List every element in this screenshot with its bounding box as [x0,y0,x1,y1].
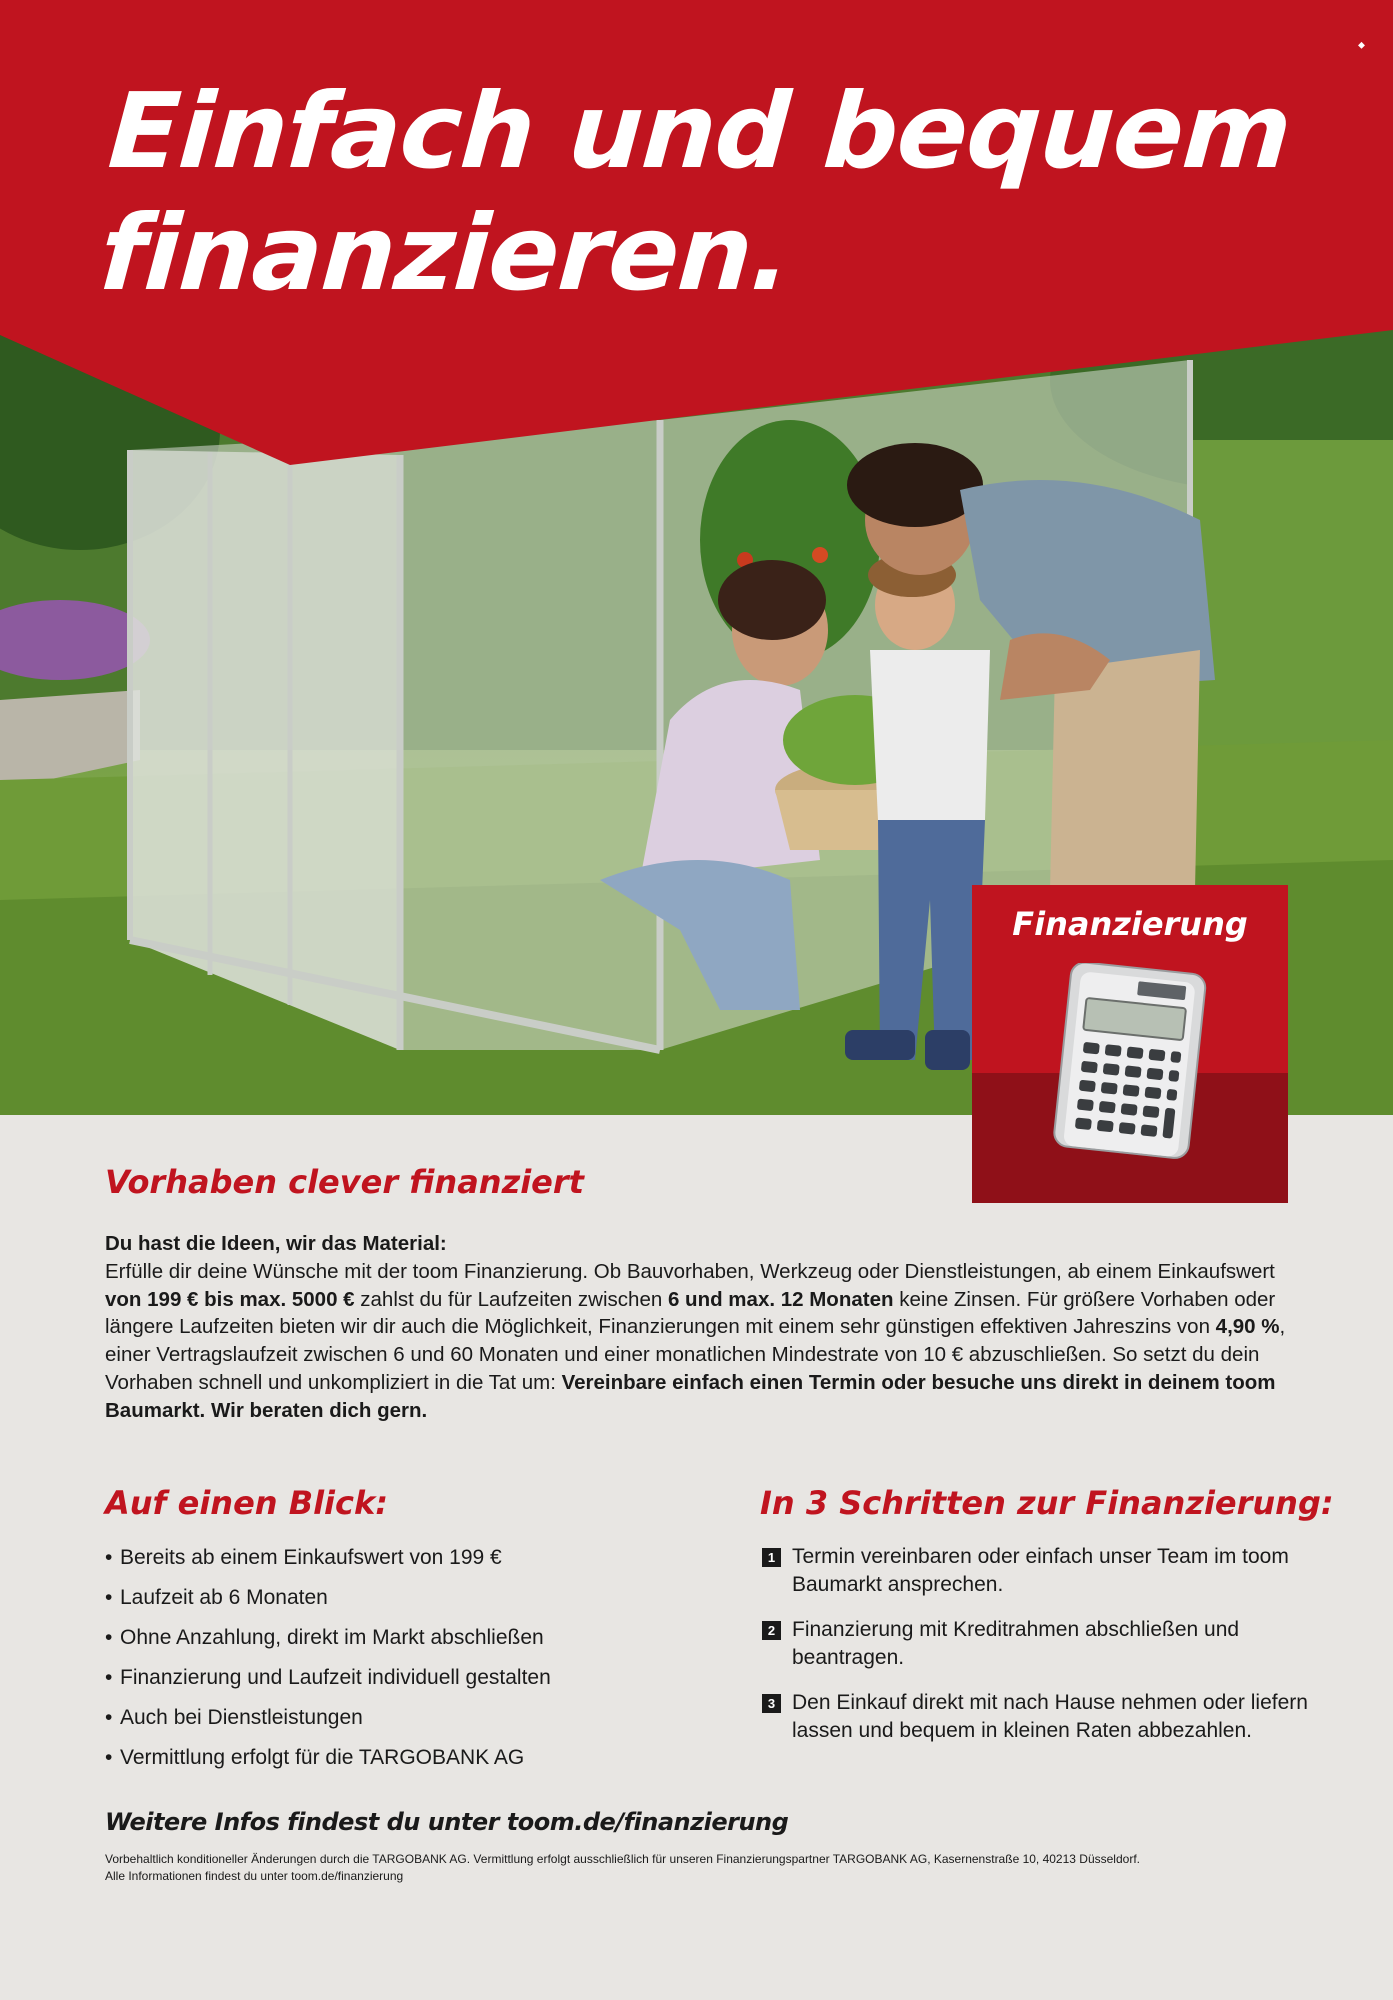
fine-print-line-1: Vorbehaltlich konditioneller Änderungen durch die TARGOBANK AG. Vermittlung erfolgt ausschließlich für unseren Finanzierungspartner TARGOBANK AG, Kasernenstraße 10, 40213 Düsseldorf. [105,1852,1140,1866]
calculator-icon [1052,963,1212,1163]
intro-highlight-amount: von 199 € bis max. 5000 € [105,1287,355,1311]
intro-text-2: zahlst du für Laufzeiten zwischen [354,1287,668,1311]
step-item [762,1543,1322,1599]
step-item [762,1616,1322,1672]
badge-title: Finanzierung [1012,905,1248,943]
fine-print [105,1851,1305,1885]
overview-title: Auf einen Blick: [105,1484,389,1522]
list-item: • Bereits ab einem Einkaufswert von 199 € [105,1546,502,1569]
list-item: • Finanzierung und Laufzeit individuell gestalten [105,1666,551,1689]
step-number-badge: 3 [762,1694,781,1713]
intro-lead: Du hast die Ideen, wir das Material: [105,1232,447,1255]
corner-mark: ⬥ [1358,40,1365,51]
intro-call-to-action: Vereinbare einfach einen Termin oder besuche uns direkt in deinem toom Baumarkt. Wir beraten dich gern. [105,1370,1276,1422]
headline [96,70,1294,314]
overview-list [105,1543,551,1783]
intro-text-1: Erfülle dir deine Wünsche mit der toom Finanzierung. Ob Bauvorhaben, Werkzeug oder Dienstleistungen, ab einem Einkaufswert [105,1259,1275,1283]
step-text: Termin vereinbaren oder einfach unser Team im toom Baumarkt ansprechen. [792,1545,1289,1596]
step-number-badge: 1 [762,1548,781,1567]
list-item: • Ohne Anzahlung, direkt im Markt abschließen [105,1626,544,1649]
list-item: • Auch bei Dienstleistungen [105,1706,363,1729]
list-item: • Vermittlung erfolgt für die TARGOBANK AG [105,1746,525,1769]
finanzierung-badge [972,885,1288,1203]
intro-text-4: , einer Vertragslaufzeit zwischen 6 und 60 Monaten und einer monatlichen Mindestrate von 10 € abzuschließen. So setzt du dein Vorhaben schnell und unkompliziert in die Tat um: [105,1315,1286,1394]
headline-line-1: Einfach und bequem [105,70,1295,192]
intro-highlight-rate: 4,90 % [1215,1315,1280,1339]
steps-title: In 3 Schritten zur Finanzierung: [760,1484,1334,1522]
steps-list [762,1543,1322,1762]
intro-paragraph [105,1230,1305,1425]
headline-line-2: finanzieren. [96,192,795,314]
intro-text-3: keine Zinsen. Für größere Vorhaben oder längere Laufzeiten bieten wir dir auch die Möglichkeit, Finanzierungen mit einem sehr günstigen effektiven Jahreszins von [105,1287,1276,1339]
step-text: Finanzierung mit Kreditrahmen abschließen und beantragen. [792,1618,1240,1669]
step-text: Den Einkauf direkt mit nach Hause nehmen oder liefern lassen und bequem in kleinen Raten abbezahlen. [792,1691,1308,1742]
list-item: • Laufzeit ab 6 Monaten [105,1586,328,1609]
step-item [762,1689,1322,1745]
step-number-badge: 2 [762,1621,781,1640]
more-info-link[interactable]: Weitere Infos findest du unter toom.de/finanzierung [105,1808,789,1836]
fine-print-line-2: Alle Informationen findest du unter toom.de/finanzierung [105,1869,404,1883]
intro-highlight-term: 6 und max. 12 Monaten [667,1287,894,1311]
section-title: Vorhaben clever finanziert [105,1163,584,1201]
